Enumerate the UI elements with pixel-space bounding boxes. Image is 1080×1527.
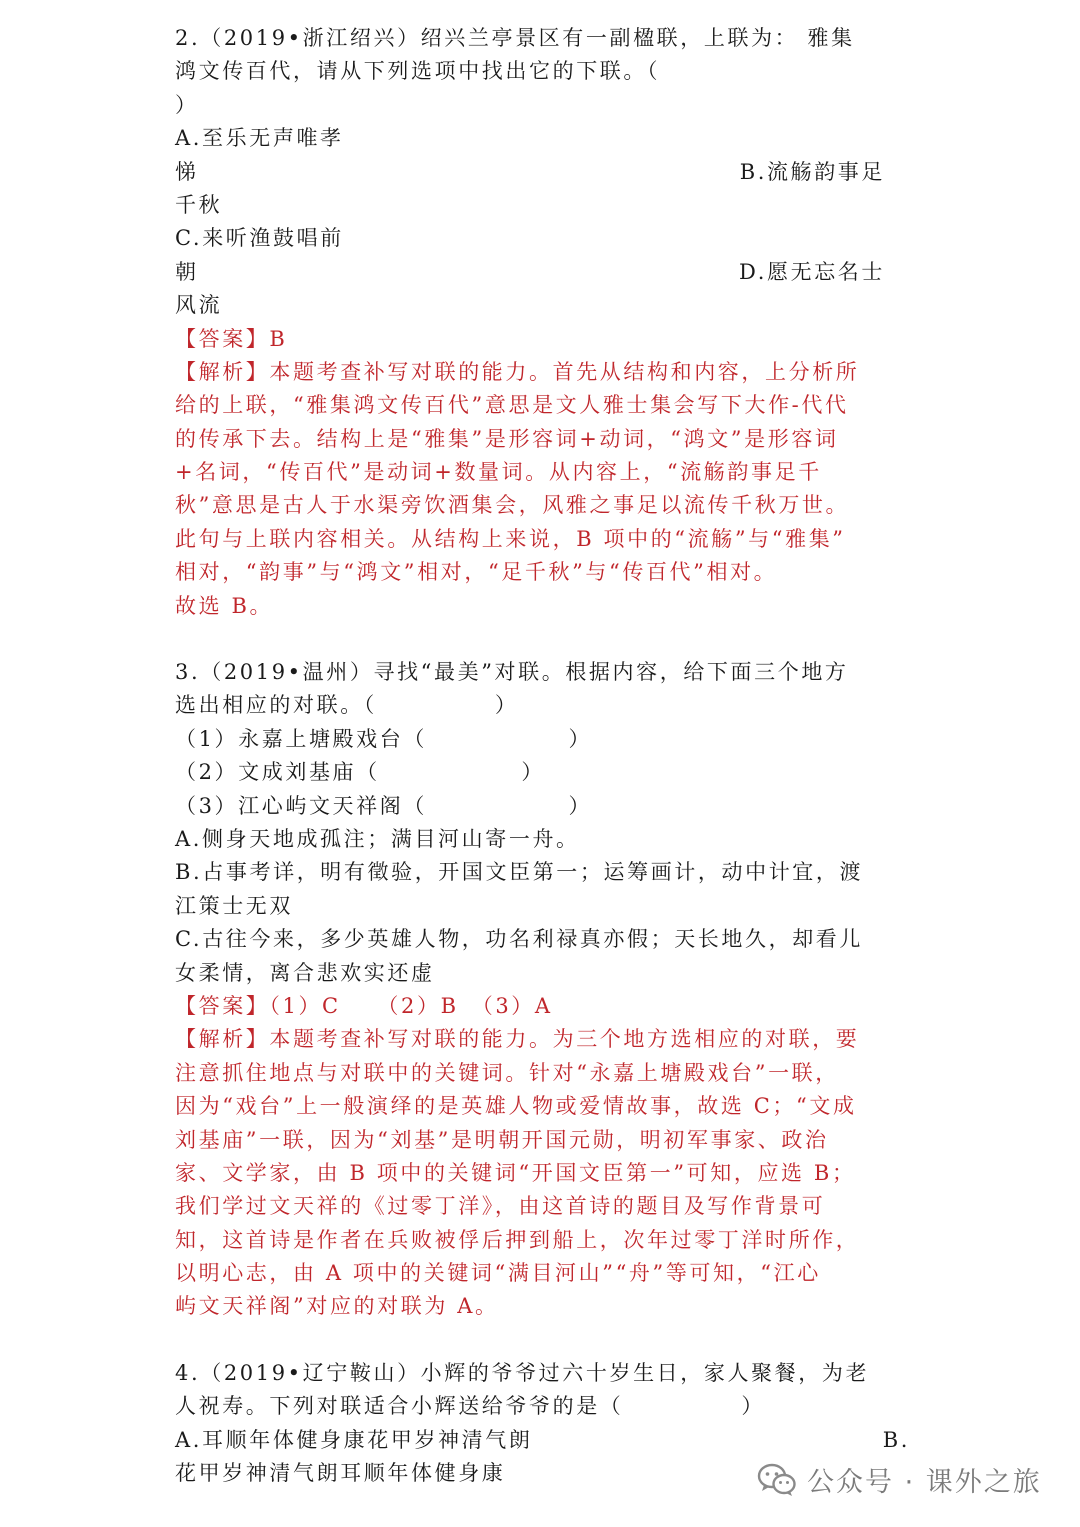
q2-analysis-line-1: 【解析】本题考查补写对联的能力。首先从结构和内容，上分析所 [175,359,860,384]
q3-analysis-line-5: 家、文学家，由 B 项中的关键词“开国文臣第一”可知，应选 B； [175,1160,856,1185]
q2-stem-line-1: 2.（2019•浙江绍兴）绍兴兰亭景区有一副楹联，上联为： 雅集 [175,26,855,50]
q3-answer: 【答案】（1）C （2）B （3）A [175,993,553,1018]
watermark-text: 公众号 · 课外之旅 [807,1467,1042,1498]
q4-option-b-label: B. [882,1427,910,1452]
q2-option-d-line-2: 风流 [175,293,223,318]
q4-stem-line-2: 人祝寿。下列对联适合小辉送给爷爷的是（ ） [175,1394,765,1419]
q3-analysis-line-7: 知，这首诗是作者在兵败被俘后押到船上，次年过零丁洋时所作， [175,1227,860,1252]
q2-analysis-line-3: 的传承下去。结构上是“雅集”是形容词+动词，“鸿文”是形容词 [175,426,839,451]
q2-option-a-line-1: A.至乐无声唯孝 [175,126,344,151]
q2-answer: 【答案】B [175,326,288,351]
q3-option-c-line-1: C.古往今来，多少英雄人物，功名利禄真亦假；天长地久，却看儿 [175,927,863,952]
q3-analysis-line-8: 以明心志，由 A 项中的关键词“满目河山”“舟”等可知，“江心 [175,1261,821,1286]
q2-analysis-line-5: 秋”意思是古人于水渠旁饮酒集会，风雅之事足以流传千秋万世。 [175,493,850,518]
q2-analysis-line-7: 相对，“韵事”与“鸿文”相对，“足千秋”与“传百代”相对。 [175,560,778,585]
q3-stem-line-3: （1）永嘉上塘殿戏台（ ） [175,726,593,751]
wechat-icon [757,1463,797,1497]
q3-option-c-line-2: 女柔情，离合悲欢实还虚 [175,960,435,985]
q3-analysis-line-4: 刘基庙”一联，因为“刘基”是明朝开国元勋，明初军事家、政治 [175,1127,829,1152]
q3-option-a: A.侧身天地成孤注；满目河山寄一舟。 [175,826,580,851]
q2-options-row-ab [175,156,910,189]
q2-option-c-line-2: 朝 [175,259,199,284]
q2-option-d-line-1: D.愿无忘名士 [739,259,885,284]
q3-stem-line-4: （2）文成刘基庙（ ） [175,760,545,785]
q3-stem-line-5: （3）江心屿文天祥阁（ ） [175,793,593,818]
q3-analysis-line-3: 因为“戏台”上一般演绎的是英雄人物或爱情故事，故选 C；“文成 [175,1094,857,1119]
q3-stem-line-2: 选出相应的对联。（ ） [175,693,519,718]
question-3 [175,656,910,1324]
q2-option-b-line-2: 千秋 [175,192,223,217]
q2-options-row-cd [175,256,910,289]
q3-analysis-line-9: 屿文天祥阁”对应的对联为 A。 [175,1294,499,1319]
watermark [757,1460,1042,1499]
q4-option-b: 花甲岁神清气朗耳顺年体健身康 [175,1461,506,1486]
q3-stem-line-1: 3.（2019•温州）寻找“最美”对联。根据内容，给下面三个地方 [175,660,849,685]
q2-stem-line-3: ） [175,92,199,117]
q2-option-b-line-1: B.流觞韵事足 [739,159,885,184]
q3-analysis-line-1: 【解析】本题考查补写对联的能力。为三个地方选相应的对联，要 [175,1027,860,1052]
q3-analysis-line-2: 注意抓住地点与对联中的关键词。针对“永嘉上塘殿戏台”一联， [175,1060,839,1085]
q4-stem-line-1: 4.（2019•辽宁鞍山）小辉的爷爷过六十岁生日，家人聚餐，为老 [175,1360,870,1385]
q2-option-c-line-1: C.来听渔鼓唱前 [175,226,344,251]
q2-analysis-line-2: 给的上联，“雅集鸿文传百代”意思是文人雅士集会写下大作-代代 [175,393,849,418]
section-gap [175,1324,910,1357]
q2-analysis-line-4: +名词，“传百代”是动词+数量词。从内容上，“流觞韵事足千 [175,460,822,485]
document-page [175,22,910,1490]
q2-option-a-line-2: 悌 [175,159,199,184]
question-2 [175,22,910,623]
q4-options-row-ab [175,1424,910,1457]
section-gap [175,623,910,656]
q2-analysis-line-6: 此句与上联内容相关。从结构上来说，B 项中的“流觞”与“雅集” [175,526,846,551]
q4-option-a: A.耳顺年体健身康花甲岁神清气朗 [175,1427,533,1452]
q3-option-b-line-1: B.占事考详，明有徵验，开国文臣第一；运筹画计，动中计宜，渡 [175,860,864,885]
q3-analysis-line-6: 我们学过文天祥的《过零丁洋》，由这首诗的题目及写作背景可 [175,1194,826,1219]
q2-stem-line-2: 鸿文传百代，请从下列选项中找出它的下联。（ [175,59,661,84]
q2-analysis-line-8: 故选 B。 [175,593,274,618]
q3-option-b-line-2: 江策士无双 [175,893,293,918]
